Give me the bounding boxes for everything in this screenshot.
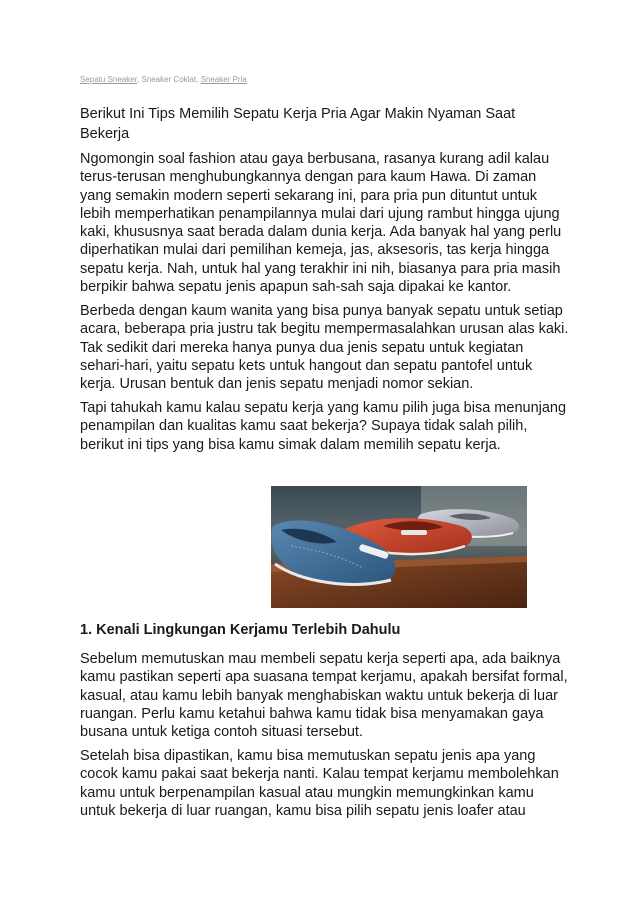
article-paragraph: Sebelum memutuskan mau membeli sepatu kerja seperti apa, ada baiknya kamu pastikan seperti apa suasana tempat kerjamu, apakah bersifat formal, kasual, atau kamu lebih banyak menghabiskan waktu untuk bekerja di luar ruangan. Perlu kamu ketahui bahwa kamu tidak bisa menyamakan gaya busana untuk ketiga contoh situasi tersebut. [80,651,568,741]
loafer-shoes-image [271,486,527,608]
breadcrumb-separator: , [196,75,199,84]
red-loafer-buckle [401,530,427,535]
breadcrumb-item-sneaker-coklat: Sneaker Coklat [141,75,197,84]
breadcrumb-link-sepatu-sneaker[interactable]: Sepatu Sneaker [80,75,137,84]
breadcrumb-separator: , [136,75,140,84]
article-paragraph: Setelah bisa dipastikan, kamu bisa memutuskan sepatu jenis apa yang cocok kamu pakai saat bekerja nanti. Kalau tempat kerjamu membolehkan kamu untuk berpenampilan kasual atau mungkin memungkinkan kamu untuk bekerja di luar ruangan, kamu bisa pilih sepatu jenis loafer atau [80,748,559,819]
breadcrumb-link-sneaker-pria[interactable]: Sneaker Pria [200,75,247,84]
section-heading: 1. Kenali Lingkungan Kerjamu Terlebih Dahulu [80,622,401,638]
article-paragraph: Berbeda dengan kaum wanita yang bisa punya banyak sepatu untuk setiap acara, beberapa pria justru tak begitu mempermasalahkan urusan alas kaki. Tak sedikit dari mereka hanya punya dua jenis sepatu untuk kegiatan sehari-hari, yaitu sepatu kets untuk hangout dan sepatu pantofel untuk kerja. Urusan bentuk dan jenis sepatu menjadi nomor sekian. [80,303,569,393]
article-title: Berikut Ini Tips Memilih Sepatu Kerja Pria Agar Makin Nyaman Saat Bekerja [80,106,516,142]
article-paragraph: Ngomongin soal fashion atau gaya berbusana, rasanya kurang adil kalau terus-terusan menghubungkannya dengan para kaum Hawa. Di zaman yang semakin modern seperti sekarang ini, para pria pun dituntut untuk lebih memperhatikan penampilannya mulai dari ujung rambut hingga ujung kaki, khususnya saat berada dalam dunia kerja. Ada banyak hal yang perlu diperhatikan mulai dari pemilihan kemeja, jas, aksesoris, tas kerja hingga sepatu kerja. Nah, untuk hal yang terakhir ini nih, biasanya para pria masih berpikir bahwa sepatu jenis apapun sah-sah saja dipakai ke kantor. [80,151,562,296]
article-paragraph: Tapi tahukah kamu kalau sepatu kerja yang kamu pilih juga bisa menunjang penampilan dan kualitas kamu saat bekerja? Supaya tidak salah pilih, berikut ini tips yang bisa kamu simak dalam memilih sepatu kerja. [80,400,567,453]
breadcrumb [80,75,247,84]
loafer-shoes-illustration [271,486,527,608]
